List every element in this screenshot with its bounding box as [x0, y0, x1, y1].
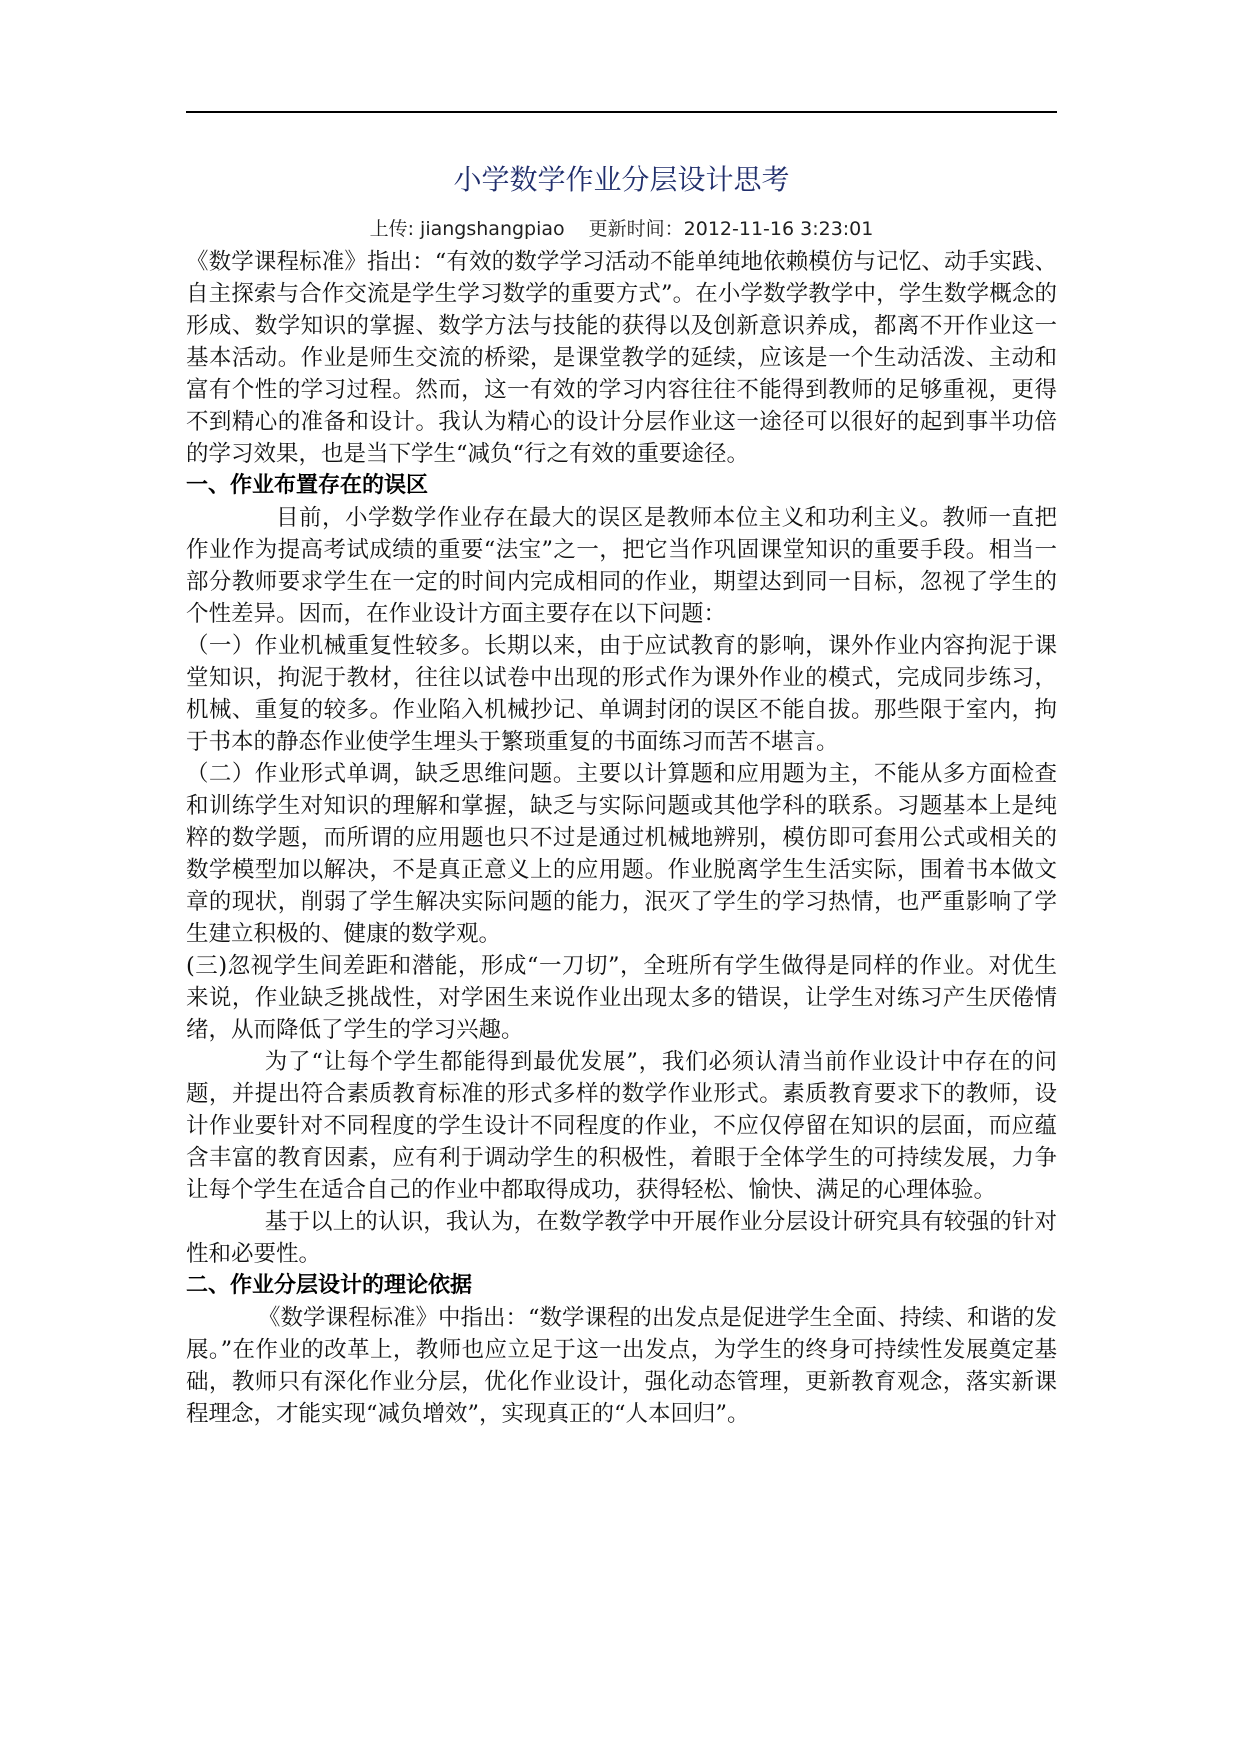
section-1-heading: 一、作业布置存在的误区 — [186, 473, 429, 498]
section-2-paragraph-1: 《数学课程标准》中指出：“数学课程的出发点是促进学生全面、持续、和谐的发展。”在作业的改革上，教师也应立足于这一出发点，为学生的终身可持续性发展奠定基础，教师只有深化作业分层，优化作业设计，强化动态管理，更新教育观念，落实新课程理念，才能实现“减负增效”，实现真正的“人本回归”。 — [186, 1305, 1058, 1427]
document-meta — [186, 214, 1057, 244]
section-1-item-3: (三)忽视学生间差距和潜能，形成“一刀切”，全班所有学生做得是同样的作业。对优生来说，作业缺乏挑战性，对学困生来说作业出现太多的错误，让学生对练习产生厌倦情绪，从而降低了学生的学习兴趣。 — [186, 953, 1057, 1043]
section-1-item-2: （二）作业形式单调，缺乏思维问题。主要以计算题和应用题为主，不能从多方面检查和训练学生对知识的理解和掌握，缺乏与实际问题或其他学科的联系。习题基本上是纯粹的数学题，而所谓的应用题也只不过是通过机械地辨别，模仿即可套用公式或相关的数学模型加以解决，不是真正意义上的应用题。作业脱离学生生活实际，围着书本做文章的现状，削弱了学生解决实际问题的能力，泯灭了学生的学习热情，也严重影响了学生建立积极的、健康的数学观。 — [186, 761, 1057, 947]
section-1-paragraph-3: 基于以上的认识，我认为，在数学教学中开展作业分层设计研究具有较强的针对性和必要性。 — [186, 1209, 1057, 1267]
section-1-item-1: （一）作业机械重复性较多。长期以来，由于应试教育的影响，课外作业内容拘泥于课堂知识，拘泥于教材，往往以试卷中出现的形式作为课外作业的模式，完成同步练习，机械、重复的较多。作业陷入机械抄记、单调封闭的误区不能自拔。那些限于室内，拘于书本的静态作业使学生埋头于繁琐重复的书面练习而苦不堪言。 — [186, 633, 1057, 755]
section-1-paragraph-2: 为了“让每个学生都能得到最优发展”，我们必须认清当前作业设计中存在的问题，并提出符合素质教育标准的形式多样的数学作业形式。素质教育要求下的教师，设计作业要针对不同程度的学生设计不同程度的作业，不应仅停留在知识的层面，而应蕴含丰富的教育因素，应有利于调动学生的积极性，着眼于全体学生的可持续发展，力争让每个学生在适合自己的作业中都取得成功，获得轻松、愉快、满足的心理体验。 — [186, 1049, 1057, 1203]
section-2-heading: 二、作业分层设计的理论依据 — [186, 1273, 473, 1298]
header-rule — [186, 111, 1057, 113]
document-body — [186, 246, 1057, 1430]
section-1-paragraph-1: 目前，小学数学作业存在最大的误区是教师本位主义和功利主义。教师一直把作业作为提高考试成绩的重要“法宝”之一，把它当作巩固课堂知识的重要手段。相当一部分教师要求学生在一定的时间内完成相同的作业，期望达到同一目标，忽视了学生的个性差异。因而，在作业设计方面主要存在以下问题： — [186, 505, 1057, 627]
document-title: 小学数学作业分层设计思考 — [453, 163, 790, 196]
update-time-text: 更新时间：2012-11-16 3:23:01 — [588, 218, 874, 240]
uploader-text: 上传: jiangshangpiao — [369, 218, 565, 240]
intro-paragraph: 《数学课程标准》指出：“有效的数学学习活动不能单纯地依赖模仿与记忆、动手实践、自主探索与合作交流是学生学习数学的重要方式”。在小学数学教学中，学生数学概念的形成、数学知识的掌握、数学方法与技能的获得以及创新意识养成，都离不开作业这一基本活动。作业是师生交流的桥梁，是课堂教学的延续，应该是一个生动活泼、主动和富有个性的学习过程。然而，这一有效的学习内容往往不能得到教师的足够重视，更得不到精心的准备和设计。我认为精心的设计分层作业这一途径可以很好的起到事半功倍的学习效果，也是当下学生“减负“行之有效的重要途径。 — [186, 249, 1057, 467]
